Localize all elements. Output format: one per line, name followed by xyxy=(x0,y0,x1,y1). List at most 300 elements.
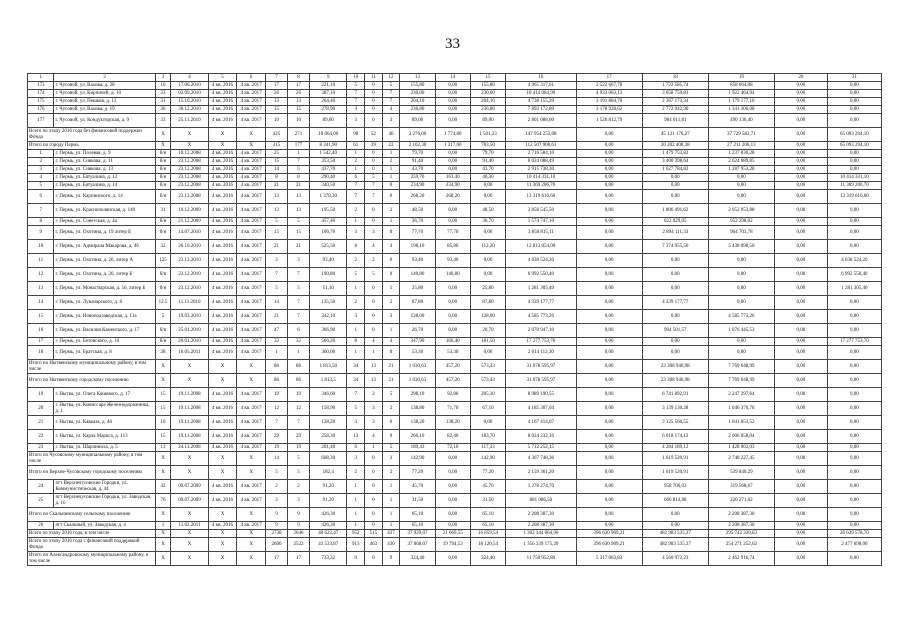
table-cell: X xyxy=(237,466,266,480)
table-cell: 1 574 747,10 xyxy=(506,218,577,226)
table-cell: 0,00 xyxy=(470,416,505,430)
table-cell: 353,50 xyxy=(310,158,347,166)
column-number: 21 xyxy=(827,74,881,82)
table-cell: 23.12.2010 xyxy=(171,268,208,282)
table-cell: 10 xyxy=(155,416,170,430)
table-cell: 2 xyxy=(288,480,310,494)
table-cell: 4 кв. 2017 xyxy=(237,402,266,416)
table-cell: 4 кв. 2017 xyxy=(237,324,266,338)
table-cell: 16 859,54 xyxy=(470,530,505,538)
column-number: 8 xyxy=(288,74,310,82)
table-cell: 234,90 xyxy=(400,182,435,190)
table-cell: 319 568,67 xyxy=(708,480,774,494)
table-cell: 0 xyxy=(365,310,383,324)
table-cell: 573,43 xyxy=(470,374,505,388)
table-cell: 340,50 xyxy=(310,182,347,190)
table-cell: 22 xyxy=(28,430,54,444)
table-cell: 6 992 550,40 xyxy=(827,268,881,282)
table-cell: 1 317,60 xyxy=(435,142,470,150)
table-cell: 0,00 xyxy=(435,204,470,218)
table-cell: 117,33 xyxy=(470,444,505,452)
address-cell: г. Пермь, ул. Охотина, д. 26, литер А xyxy=(54,254,155,268)
table-cell: 15 xyxy=(155,430,170,444)
table-cell: 15 xyxy=(155,388,170,402)
table-row xyxy=(28,268,882,282)
table-cell: 2 xyxy=(382,296,400,310)
table-cell: 1 xyxy=(365,346,383,360)
table-cell: 4 кв. 2016 xyxy=(208,430,237,444)
table-cell: 4 кв. 2016 xyxy=(208,310,237,324)
table-cell: 9 xyxy=(288,508,310,522)
table-cell: 86 xyxy=(288,374,310,388)
table-cell: 0,00 xyxy=(774,538,827,552)
table-cell: 14 xyxy=(28,296,54,310)
table-cell: б/н xyxy=(155,150,170,158)
table-cell: 1 xyxy=(365,444,383,452)
table-cell: 65 093 294,10 xyxy=(827,128,881,142)
table-cell: 234,90 xyxy=(435,182,470,190)
table-cell: 61 xyxy=(347,142,365,150)
table-cell: 0,00 xyxy=(774,552,827,566)
table-cell: 4 кв. 2016 xyxy=(208,444,237,452)
table-row xyxy=(28,98,882,106)
table-cell: 204,10 xyxy=(400,98,435,106)
table-cell: 4 кв. 2017 xyxy=(237,150,266,158)
table-cell: X xyxy=(237,508,266,522)
table-cell: X xyxy=(171,466,208,480)
table-cell: 457,20 xyxy=(435,374,470,388)
table-cell: 2 367 173,34 xyxy=(642,98,708,106)
table-cell: 0,00 xyxy=(435,452,470,466)
table-cell: 19 xyxy=(28,388,54,402)
table-cell: 4 кв. 2017 xyxy=(237,282,266,296)
table-cell: 45,70 xyxy=(470,480,505,494)
table-cell: 0,00 xyxy=(774,338,827,346)
table-cell: 2738 xyxy=(265,530,287,538)
table-cell: X xyxy=(155,142,170,150)
table-cell: 31 078 595,97 xyxy=(506,360,577,374)
table-cell: 77,20 xyxy=(400,466,435,480)
table-cell: 182,4 xyxy=(310,466,347,480)
table-cell: X xyxy=(155,530,170,538)
table-cell: 1 302 344 064,90 xyxy=(506,530,577,538)
summary-label: Итого по Скальнинскому сельскому поселению xyxy=(28,508,156,522)
table-cell: 11.02.2011 xyxy=(171,522,208,530)
table-cell: 9 xyxy=(347,552,365,566)
table-cell: 0,00 xyxy=(774,444,827,452)
table-cell: 0,00 xyxy=(435,494,470,508)
table-cell: 77,70 xyxy=(435,226,470,240)
table-cell: 93,40 xyxy=(400,254,435,268)
table-cell: 2 462 916,74 xyxy=(708,552,774,566)
table-cell: X xyxy=(208,374,237,388)
table-row xyxy=(28,324,882,338)
table-cell: 490 136,40 xyxy=(708,114,774,128)
table-cell: 0,00 xyxy=(774,128,827,142)
table-cell: 128,00 xyxy=(470,310,505,324)
table-cell: 7 xyxy=(365,182,383,190)
column-number: 19 xyxy=(708,74,774,82)
table-cell: 1 041 853,52 xyxy=(708,416,774,430)
table-cell: 67,10 xyxy=(470,402,505,416)
table-cell: 92,80 xyxy=(435,388,470,402)
table-cell: 4 кв. 2016 xyxy=(208,346,237,360)
address-cell: г. Пермь, ул. Карпинского, д. 14 xyxy=(54,190,155,204)
table-cell: 19 xyxy=(265,388,287,402)
column-number: 18 xyxy=(642,74,708,82)
address-cell: г. Пермь, ул. Сивкова, д. 11 xyxy=(54,158,155,166)
table-cell: 0 xyxy=(382,268,400,282)
table-cell: X xyxy=(208,530,237,538)
table-cell: 463 xyxy=(365,538,383,552)
address-cell: г. Пермь, ул. Бетонского, д. 10 xyxy=(54,338,155,346)
table-cell: 87,80 xyxy=(470,296,505,310)
table-cell: 7 893 172,80 xyxy=(506,106,577,114)
table-cell: 0,00 xyxy=(774,494,827,508)
table-cell: 13 xyxy=(28,282,54,296)
table-row xyxy=(28,158,882,166)
table-cell: 19.11.2008 xyxy=(171,416,208,430)
table-cell: 1 287 953,28 xyxy=(708,166,774,174)
table-cell: 4 кв. 2016 xyxy=(208,480,237,494)
table-cell: 0,00 xyxy=(774,254,827,268)
table-cell: 958 706,03 xyxy=(642,480,708,494)
table-cell: 7 xyxy=(382,90,400,98)
table-cell: 173 xyxy=(28,82,54,90)
table-cell: 437 xyxy=(382,530,400,538)
table-cell: 0,00 xyxy=(827,114,881,128)
table-cell: 37 929,07 xyxy=(400,530,435,538)
table-cell: 23.12.2010 xyxy=(171,282,208,296)
table-cell: 93,40 xyxy=(435,254,470,268)
table-cell: 8 989 190,55 xyxy=(506,388,577,402)
table-cell: 13 319 616,60 xyxy=(506,190,577,204)
table-cell: X xyxy=(237,452,266,466)
table-cell: 3 xyxy=(265,254,287,268)
table-row xyxy=(28,240,882,254)
table-cell: 3 xyxy=(288,494,310,508)
table-cell: X xyxy=(171,452,208,466)
table-cell: 23.12.2008 xyxy=(171,182,208,190)
table-cell: 1 813,50 xyxy=(310,360,347,374)
table-cell: 0,00 xyxy=(827,374,881,388)
table-cell: 12 xyxy=(288,402,310,416)
table-cell: 1 922 464,94 xyxy=(708,90,774,98)
table-cell: 0 xyxy=(365,106,383,114)
table-cell: 1 076 445,53 xyxy=(708,324,774,338)
table-cell: 91,40 xyxy=(400,158,435,166)
table-cell: 236,80 xyxy=(470,106,505,114)
table-cell: 0 xyxy=(365,508,383,522)
table-cell: 77,70 xyxy=(400,226,435,240)
table-cell: 0,00 xyxy=(435,324,470,338)
table-cell: 0 xyxy=(365,466,383,480)
table-cell: 0,00 xyxy=(435,296,470,310)
table-cell: 1 813,5 xyxy=(310,374,347,388)
table-cell: 2 xyxy=(347,254,365,268)
table-cell: 0 xyxy=(365,522,383,530)
table-cell: 0,00 xyxy=(827,444,881,452)
table-cell: 82,40 xyxy=(435,430,470,444)
table-cell: 5 xyxy=(265,218,287,226)
table-row xyxy=(28,452,882,466)
table-cell: 0,00 xyxy=(470,254,505,268)
table-cell: 366,90 xyxy=(310,324,347,338)
table-cell: 4 кв. 2017 xyxy=(237,494,266,508)
table-cell: 7 374 955,50 xyxy=(642,240,708,254)
table-cell: 0,00 xyxy=(774,106,827,114)
table-cell: 1 xyxy=(347,494,365,508)
column-number: 3 xyxy=(155,74,170,82)
table-cell: 13 xyxy=(365,374,383,388)
table-row xyxy=(28,310,882,324)
table-cell: 4 кв. 2017 xyxy=(237,204,266,218)
table-cell: 189,43 xyxy=(400,444,435,452)
table-cell: 48,50 xyxy=(470,204,505,218)
table-cell: 4 560 972,23 xyxy=(642,552,708,566)
table-cell: 21 xyxy=(382,374,400,388)
table-cell: 2 006 058,04 xyxy=(708,430,774,444)
address-cell: пгт Скальный, ул. Заводская, д. 4 xyxy=(54,522,155,530)
table-cell: 4 кв. 2017 xyxy=(237,416,266,430)
table-cell: 2 915 738,30 xyxy=(506,166,577,174)
table-cell: 02.09.2010 xyxy=(171,90,208,98)
table-row xyxy=(28,416,882,430)
table-cell: 3 xyxy=(347,416,365,430)
table-cell: 1 278 274,70 xyxy=(506,480,577,494)
column-number-row xyxy=(28,74,882,82)
table-cell: 32 xyxy=(155,240,170,254)
table-cell: 2 xyxy=(347,204,365,218)
table-cell: 0,00 xyxy=(774,530,827,538)
table-cell: 0,00 xyxy=(642,268,708,282)
table-cell: 13 xyxy=(365,360,383,374)
table-cell: 298,10 xyxy=(400,388,435,402)
table-cell: 1 341 306,08 xyxy=(708,106,774,114)
table-cell: 8 xyxy=(265,174,287,182)
table-row xyxy=(28,552,882,566)
table-cell: 1 722 585,74 xyxy=(642,82,708,90)
table-cell: 0 xyxy=(365,158,383,166)
table-cell: 6 xyxy=(288,324,310,338)
table-cell: 1 179 177,16 xyxy=(708,98,774,106)
table-cell: 3 858 815,11 xyxy=(506,226,577,240)
table-cell: 0,00 xyxy=(774,466,827,480)
table-cell: 0,00 xyxy=(576,128,642,142)
table-cell: 4 xyxy=(28,174,54,182)
table-cell: X xyxy=(171,142,208,150)
table-cell: 3 858 545,50 xyxy=(506,204,577,218)
table-cell: 2 208 387,30 xyxy=(708,522,774,530)
table-row xyxy=(28,150,882,158)
table-cell: 4 367 748,36 xyxy=(506,452,577,466)
table-cell: 198,10 xyxy=(400,240,435,254)
table-cell: 0 xyxy=(365,218,383,226)
table-cell: 4 кв. 2016 xyxy=(208,114,237,128)
table-cell: X xyxy=(237,552,266,566)
address-cell: г. Пермь, ул. Краснополянская, д. 140 xyxy=(54,204,155,218)
table-cell: 0,00 xyxy=(827,452,881,466)
table-cell: 0,00 xyxy=(827,158,881,166)
table-cell: 23 xyxy=(155,90,170,98)
table-cell: 1 xyxy=(347,166,365,174)
table-cell: 0,00 xyxy=(435,508,470,522)
table-cell: 6 xyxy=(347,444,365,452)
table-cell: 4 284 189,12 xyxy=(642,444,708,452)
table-cell: 12.5 xyxy=(155,296,170,310)
table-cell: 5 xyxy=(288,282,310,296)
table-cell: 0,00 xyxy=(827,82,881,90)
table-cell: 4 xyxy=(365,338,383,346)
table-cell: 76 xyxy=(155,494,170,508)
table-cell: 20 xyxy=(28,402,54,416)
table-cell: 0,00 xyxy=(774,388,827,402)
table-cell: 437,70 xyxy=(310,166,347,174)
table-cell: 17.06.2010 xyxy=(171,82,208,90)
table-cell: X xyxy=(155,538,170,552)
table-cell: 2 894 111,33 xyxy=(642,226,708,240)
table-cell: 2 102,30 xyxy=(400,142,435,150)
table-cell: 4 638 524,20 xyxy=(827,254,881,268)
table-cell: 4 кв. 2016 xyxy=(208,218,237,226)
table-cell: 65,10 xyxy=(470,522,505,530)
table-cell: 5 xyxy=(365,268,383,282)
table-cell: 0,00 xyxy=(576,158,642,166)
table-cell: 10 xyxy=(288,114,310,128)
table-cell: 0,00 xyxy=(435,310,470,324)
table-cell: 0 xyxy=(365,204,383,218)
table-cell: 13 319 616,60 xyxy=(827,190,881,204)
table-cell: 566,20 xyxy=(310,338,347,346)
table-cell: 5 xyxy=(347,402,365,416)
table-cell: 0,00 xyxy=(827,150,881,158)
table-cell: 53,30 xyxy=(435,346,470,360)
table-cell: 0,00 xyxy=(774,90,827,98)
table-cell: X xyxy=(237,538,266,552)
table-cell: 26 xyxy=(288,90,310,98)
table-row xyxy=(28,538,882,552)
table-cell: 0,00 xyxy=(435,114,470,128)
table-cell: 2 052 053,88 xyxy=(708,204,774,218)
table-cell: 21 xyxy=(265,240,287,254)
table-cell: 1 xyxy=(382,174,400,182)
table-row xyxy=(28,254,882,268)
table-cell: 2 522 667,78 xyxy=(576,82,642,90)
table-cell: 11 369 206,70 xyxy=(506,182,577,190)
table-cell: 0,00 xyxy=(642,508,708,522)
table-cell: 23 308 946,98 xyxy=(642,360,708,374)
table-cell: 5 xyxy=(288,466,310,480)
table-cell: 1 xyxy=(288,346,310,360)
table-cell: 4 кв. 2017 xyxy=(237,296,266,310)
table-cell: 65,10 xyxy=(400,522,435,530)
table-cell: 660 814,88 xyxy=(642,494,708,508)
table-cell: X xyxy=(237,360,266,374)
table-cell: 0,00 xyxy=(774,142,827,150)
table-cell: 0,00 xyxy=(435,158,470,166)
table-cell: 20 202 408,38 xyxy=(642,142,708,150)
table-cell: 2 159 361,20 xyxy=(506,466,577,480)
table-cell: 0,00 xyxy=(774,82,827,90)
table-cell: 4 кв. 2017 xyxy=(237,226,266,240)
table-cell: 0,00 xyxy=(576,226,642,240)
table-cell: б/н xyxy=(155,338,170,346)
table-cell: 4 кв. 2016 xyxy=(208,402,237,416)
table-cell: 4 кв. 2016 xyxy=(208,150,237,158)
table-cell: 26,70 xyxy=(470,324,505,338)
table-cell: X xyxy=(155,552,170,566)
table-cell: 40 622,47 xyxy=(310,530,347,538)
table-cell: 17 xyxy=(265,552,287,566)
table-cell: 4 кв. 2016 xyxy=(208,240,237,254)
table-cell: 16 xyxy=(28,324,54,338)
address-cell: г. Нытва, ул. Карла Маркса, д. 113 xyxy=(54,430,155,444)
table-cell: 177 xyxy=(28,114,54,128)
table-cell: 34 xyxy=(347,374,365,388)
table-cell: 125 xyxy=(155,254,170,268)
table-cell: 09.07.2009 xyxy=(171,494,208,508)
table-cell: б/н xyxy=(155,268,170,282)
table-cell: 2 477 698,00 xyxy=(827,538,881,552)
table-cell: 5 xyxy=(288,166,310,174)
table-cell: 7 xyxy=(347,182,365,190)
table-cell: 7 xyxy=(347,190,365,204)
table-cell: X xyxy=(208,360,237,374)
table-cell: 221,10 xyxy=(310,82,347,90)
table-cell: 17 xyxy=(265,82,287,90)
table-cell: 994 501,57 xyxy=(642,324,708,338)
table-row xyxy=(28,338,882,346)
table-cell: 65 093 294,10 xyxy=(827,142,881,150)
table-cell: 163,40 xyxy=(435,174,470,182)
table-cell: 19 794,53 xyxy=(435,538,470,552)
table-cell: 5 712 252,15 xyxy=(506,444,577,452)
table-cell: 3 125 560,55 xyxy=(642,416,708,430)
table-cell: 4 кв. 2017 xyxy=(237,218,266,226)
table-cell: 2 xyxy=(365,254,383,268)
table-cell: 86 xyxy=(265,360,287,374)
table-cell: б/н xyxy=(155,324,170,338)
table-cell: 4 кв. 2017 xyxy=(237,114,266,128)
table-cell: X xyxy=(155,452,170,466)
table-cell: 18 xyxy=(28,346,54,360)
table-cell: 142,90 xyxy=(400,452,435,466)
table-cell: 13 xyxy=(265,204,287,218)
table-cell: 17 277 753,70 xyxy=(827,338,881,346)
table-cell: 1 xyxy=(347,522,365,530)
table-cell: 0 xyxy=(365,494,383,508)
address-cell: г. Пермь, ул. Полевая, д. 9 xyxy=(54,150,155,158)
table-cell: 360,00 xyxy=(310,346,347,360)
address-cell: г. Пермь, ул. Монастырская, д. 56, литер Б xyxy=(54,282,155,296)
table-cell: 0,00 xyxy=(642,282,708,296)
table-cell: 0,00 xyxy=(642,522,708,530)
column-number: 12 xyxy=(382,74,400,82)
table-cell: 10 064,00 xyxy=(310,128,347,142)
table-cell: 21 xyxy=(265,310,287,324)
table-cell: 7 xyxy=(347,98,365,106)
table-cell: 0,00 xyxy=(827,508,881,522)
table-cell: б/н xyxy=(155,158,170,166)
table-cell: 190,80 xyxy=(310,268,347,282)
table-cell: 2 801 088,00 xyxy=(506,114,577,128)
table-cell: 4 кв. 2017 xyxy=(237,106,266,114)
table-cell: X xyxy=(208,142,237,150)
table-cell: 19.11.2008 xyxy=(171,430,208,444)
table-cell: 4 638 524,20 xyxy=(506,254,577,268)
table-cell: 0,00 xyxy=(827,218,881,226)
table-cell: 3 xyxy=(347,310,365,324)
